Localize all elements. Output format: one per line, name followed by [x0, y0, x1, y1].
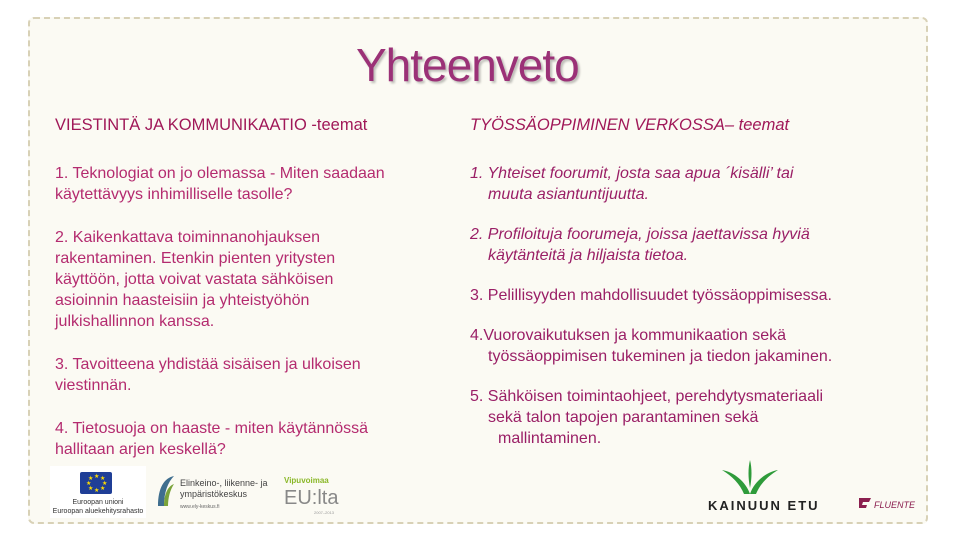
right-item-1: 1. Yhteiset foorumit, josta saa apua ´kisälli’ tai muuta asiantuntijuutta. [470, 165, 794, 203]
right-heading: TYÖSSÄOPPIMINEN VERKOSSA– teemat [470, 116, 790, 134]
slide-title: Yhteenveto [356, 39, 579, 91]
left-heading: VIESTINTÄ JA KOMMUNIKAATIO -teemat [55, 116, 368, 134]
right-item-2: 2. Profiloituja foorumeja, joissa jaettavissa hyviä käytänteitä ja hiljaista tietoa. [470, 226, 810, 264]
left-item-1: 1. Teknologiat on jo olemassa - Miten saadaan käytettävyys inhimilliselle tasolle? [55, 165, 385, 203]
vipuvoimaa-logo: Vipuvoimaa EU:lta 2007–2013 [284, 476, 339, 515]
left-column [55, 116, 455, 482]
ely-logo: Elinkeino-, liikenne- ja ympäristökeskus www.ely-keskus.fi [154, 470, 274, 514]
eu-logo: ★ ★ ★ ★ ★ ★ ★ ★ Euroopan unioni Euroopan aluekehitysrahasto [50, 466, 146, 518]
kainuu-leaf-icon [720, 458, 780, 496]
kainuu-etu-logo: KAINUUN ETU [708, 498, 820, 513]
left-item-2: 2. Kaikenkattava toiminnanohjauksen rakentaminen. Etenkin pienten yritysten käyttöön, jotta voivat vastata sähköisen asioinnin haasteisiin ja yhteistyöhön julkishallinnon kanssa. [55, 229, 336, 330]
partner-logos [706, 458, 936, 520]
eu-flag-icon: ★ ★ ★ ★ ★ ★ ★ ★ [80, 472, 112, 494]
fluente-mark-icon [858, 496, 872, 510]
funding-logos [50, 466, 360, 518]
fluente-logo: FLUENTE [874, 500, 916, 510]
left-item-4: 4. Tietosuoja on haaste - miten käytännössä hallitaan arjen keskellä? [55, 420, 369, 458]
right-item-3: 3. Pelillisyyden mahdollisuudet työssäoppimisessa. [470, 287, 832, 304]
right-item-4: 4.Vuorovaikutuksen ja kommunikaation sekä työssäoppimisen tukeminen ja tiedon jakaminen. [470, 327, 833, 365]
right-column [470, 116, 930, 468]
right-item-5: 5. Sähköisen toimintaohjeet, perehdytysmateriaali sekä talon tapojen parantaminen sekä mallintaminen. [470, 388, 824, 447]
left-item-3: 3. Tavoitteena yhdistää sisäisen ja ulkoisen viestinnän. [55, 356, 361, 394]
ely-mark-icon [154, 474, 176, 508]
